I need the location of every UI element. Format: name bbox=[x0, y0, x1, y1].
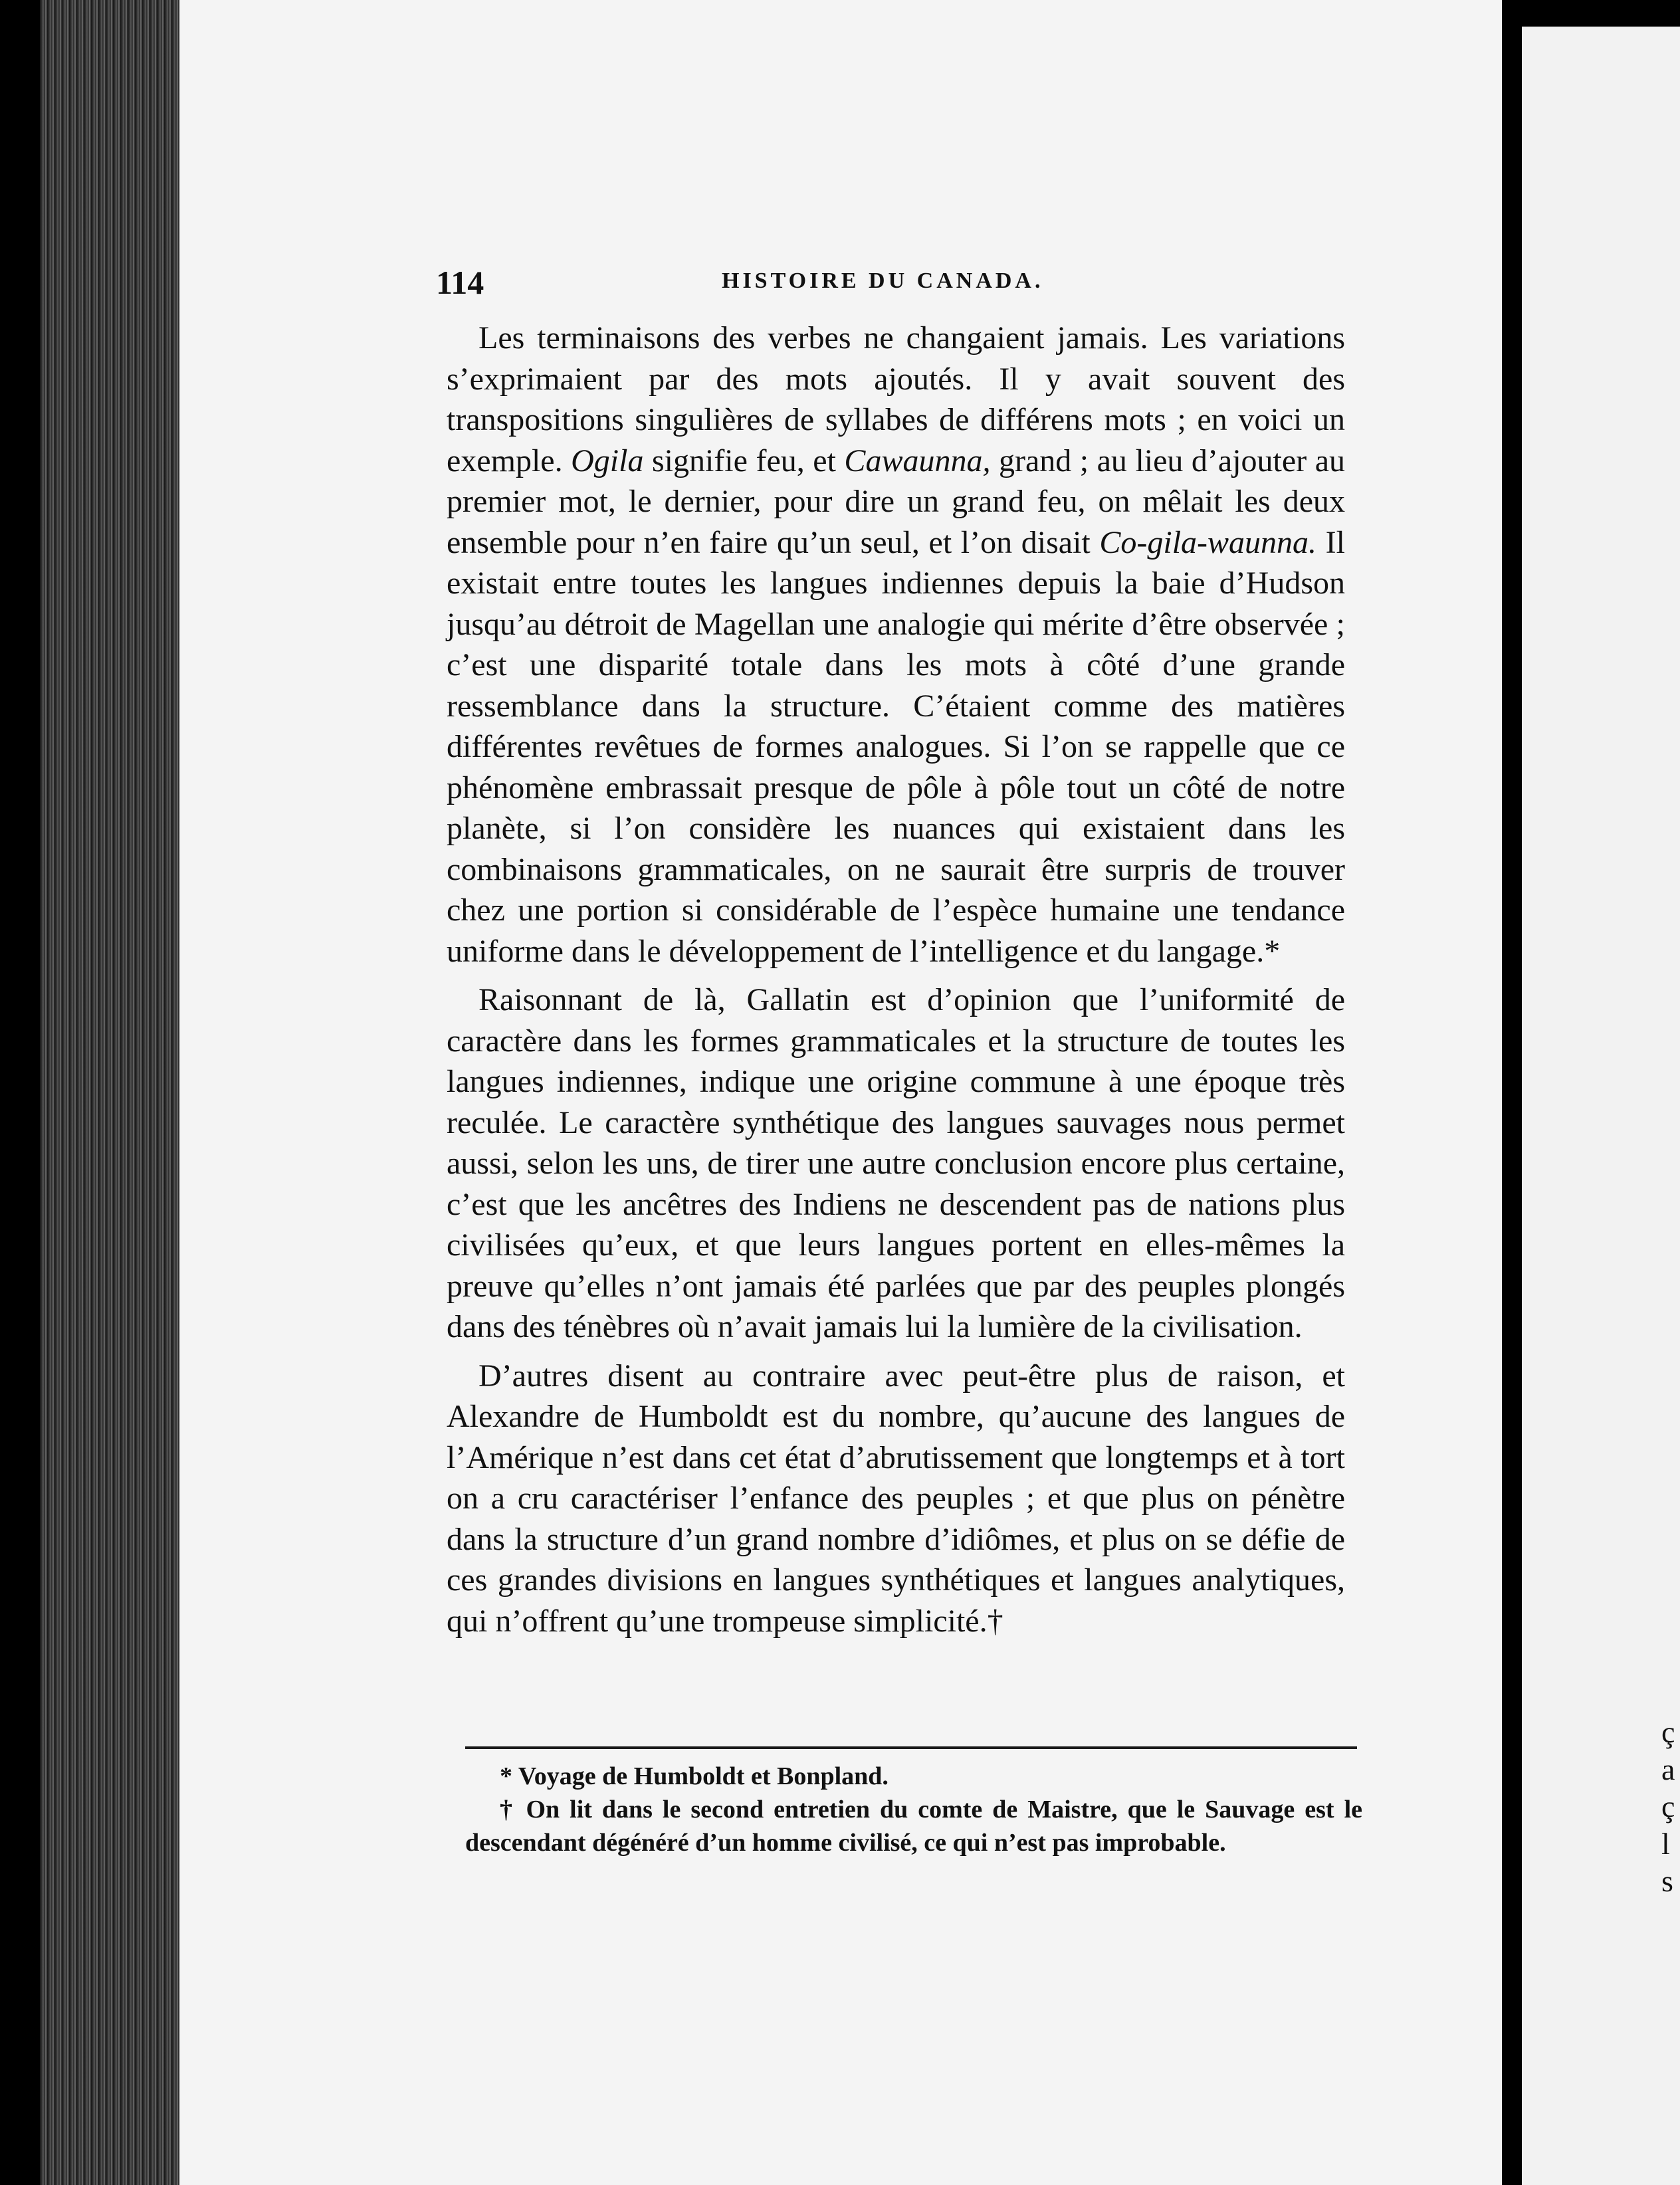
footnote: † On lit dans le second entretien du comte de Maistre, que le Sauvage est le descendant dégénéré d’un homme civilisé, ce qui n’est pas improbable. bbox=[465, 1796, 1362, 1857]
text-run: Il existait entre toutes les langues indiennes depuis la baie d’Hudson jusqu’au détroit de Magellan une analogie qui mérite d’être observée ; c’est une disparité totale dans les mots à côté d’une grande ressemblance dans la structure. C’étaient comme des matières différentes revêtues de formes analogues. Si l’on se rappelle que ce phénomène embrassait presque de pôle à pôle tout un côté de notre planète, si l’on considère les nuances qui existaient dans les combinaisons grammaticales, on ne saurait être surpris de trouver chez une portion si considérable de l’espèce humaine une tendance uniforme dans le développement de l’intelligence et du langage.* bbox=[447, 524, 1345, 969]
italic-term: Cawaunna, bbox=[844, 443, 991, 478]
footnote: * Voyage de Humboldt et Bonpland. bbox=[500, 1762, 889, 1790]
facing-page bbox=[1522, 27, 1680, 2185]
text-run: Raisonnant de là, Gallatin est d’opinion que l’uniformité de caractère dans les formes grammaticales et la structure de toutes les langues indiennes, indique une origine commune à une époque très reculée. Le caractère synthétique des langues sauvages nous permet aussi, selon les uns, de tirer une autre conclusion encore plus certaine, c’est que les ancêtres des Indiens ne descendent pas de nations plus civilisées qu’eux, et que leurs langues portent en elles-mêmes la preuve qu’elles n’ont jamais été parlées que par des peuples plongés dans des ténèbres où n’avait jamais lui la lumière de la civilisation. bbox=[447, 982, 1345, 1344]
text-run: D’autres disent au contraire avec peut-être plus de raison, et Alexandre de Humboldt est du nombre, qu’aucune des langues de l’Amérique n’est dans cet état d’abrutissement que longtemps et à tort on a cru caractériser l’enfance des peuples ; et que plus on pénètre dans la structure d’un grand nombre d’idiômes, et plus on se défie de ces grandes divisions en langues synthétiques et langues analytiques, qui n’offrent qu’une trompeuse simplicité.† bbox=[447, 1358, 1345, 1639]
italic-term: Ogila bbox=[571, 443, 644, 478]
facing-page-letter: s bbox=[1661, 1864, 1673, 1898]
body-paragraph bbox=[447, 318, 1345, 972]
page-number: 114 bbox=[436, 264, 484, 301]
text-run: grand ; au lieu d’ajouter au premier mot, le dernier, pour dire un grand feu, on mêlait les deux ensemble pour n’en faire qu’un seul, et l’on disait bbox=[447, 443, 1345, 560]
facing-page-letter: l bbox=[1661, 1827, 1670, 1861]
facing-page-letter: ç bbox=[1661, 1715, 1675, 1749]
text-run: Les terminaisons des verbes ne changaient jamais. Les variations s’exprimaient par des mots ajoutés. Il y avait souvent des transpositions singulières de syllabes de différens mots ; en voici un exemple. bbox=[447, 320, 1345, 478]
page-header bbox=[436, 263, 1373, 316]
page-edges bbox=[40, 0, 193, 2185]
body-paragraph bbox=[447, 980, 1345, 1348]
text-run: signifie feu, et bbox=[643, 443, 845, 478]
running-title: HISTOIRE DU CANADA. bbox=[722, 268, 1044, 293]
body-paragraph bbox=[447, 1356, 1345, 1642]
footnote-rule bbox=[465, 1746, 1357, 1749]
facing-page-letter: a bbox=[1661, 1752, 1675, 1786]
body-text bbox=[447, 318, 1345, 1641]
facing-page-letter: ç bbox=[1661, 1790, 1675, 1823]
italic-term: Co-gila-waunna. bbox=[1099, 524, 1317, 560]
footnotes bbox=[465, 1760, 1362, 1859]
